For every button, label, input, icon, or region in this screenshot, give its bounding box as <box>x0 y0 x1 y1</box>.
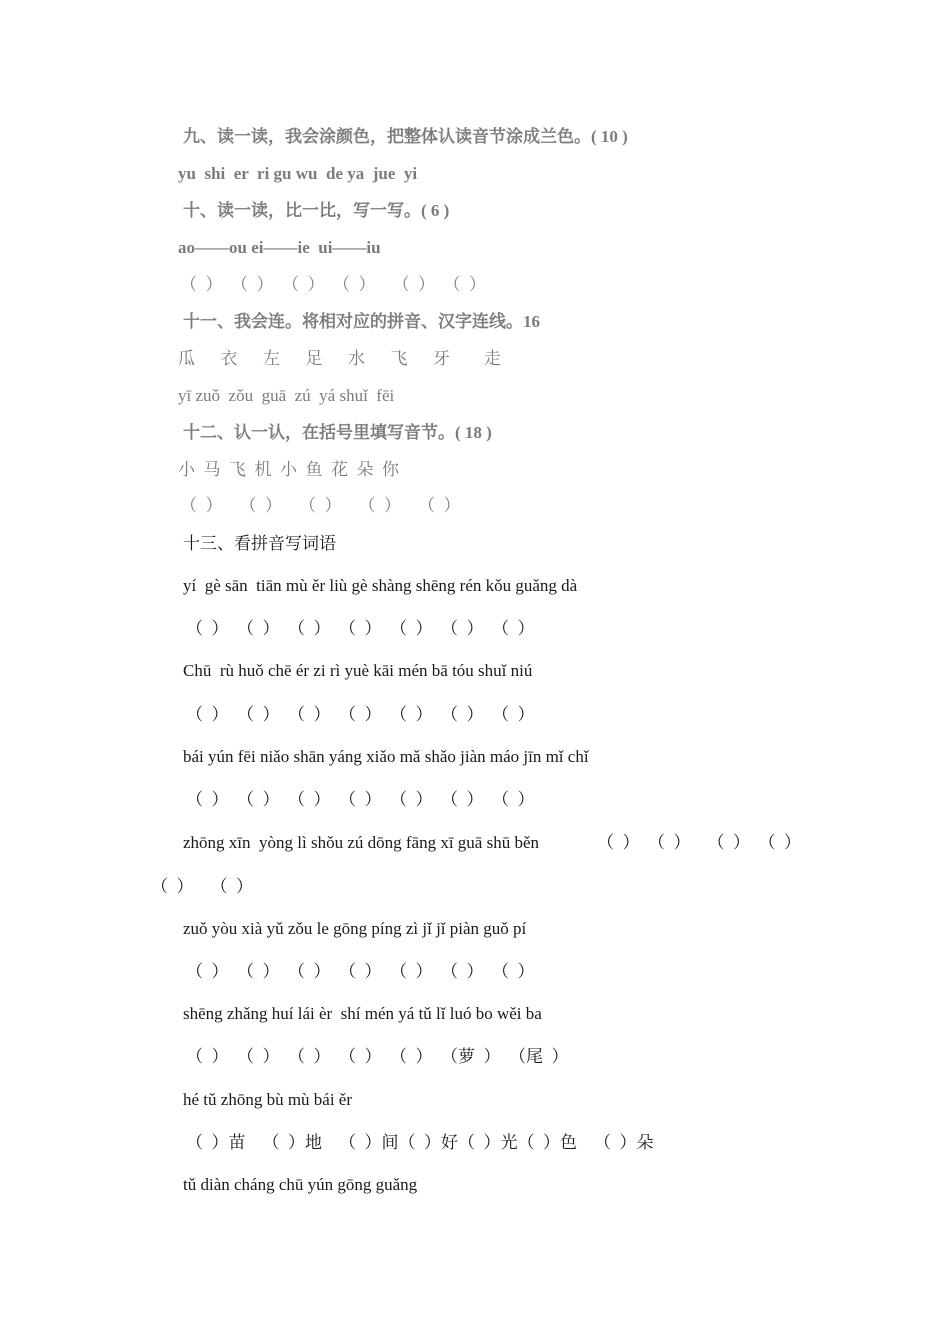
question-10-answer-brackets: （ ） （ ） （ ） （ ） （ ） （ ） <box>180 275 486 294</box>
question-12-characters: 小 马 飞 机 小 鱼 花 朵 你 <box>178 460 399 479</box>
question-12-title: 十二、认一认，在括号里填写音节。( 18 ) <box>183 423 492 442</box>
question-11-pinyin: yī zuǒ zǒu guā zú yá shuǐ fēi <box>178 386 395 405</box>
question-10-pairs: ao——ou ei——ie ui——iu <box>178 238 381 257</box>
question-13-brackets-row-7: （ ）苗 （ ）地 （ ）间（ ）好（ ）光（ ）色 （ ）朵 <box>186 1133 654 1152</box>
question-11-characters: 瓜 衣 左 足 水 飞 牙 走 <box>178 349 501 368</box>
question-13-brackets-row-5: （ ） （ ） （ ） （ ） （ ） （ ） （ ） <box>186 962 535 981</box>
question-13-pinyin-row-6: shēng zhǎng huí lái èr shí mén yá tǔ lǐ luó bo wěi ba <box>183 1004 542 1023</box>
question-13-pinyin-row-2: Chū rù huǒ chē ér zi rì yuè kāi mén bā tóu shuǐ niú <box>183 661 533 680</box>
question-13-pinyin-row-1: yí gè sān tiān mù ěr liù gè shàng shēng rén kǒu guǎng dà <box>183 576 578 595</box>
question-13-title: 十三、看拼音写词语 <box>183 534 336 553</box>
question-13-brackets-row-1: （ ） （ ） （ ） （ ） （ ） （ ） （ ） <box>186 619 535 638</box>
question-13-brackets-row-6: （ ） （ ） （ ） （ ） （ ） （萝 ） （尾 ） <box>186 1047 569 1066</box>
question-9-pinyin: yu shi er ri gu wu de ya jue yi <box>178 164 418 183</box>
question-13-pinyin-row-8: tǔ diàn cháng chū yún gōng guǎng <box>183 1175 418 1194</box>
question-10-title: 十、读一读，比一比，写一写。( 6 ) <box>183 201 450 220</box>
question-13-brackets-row-4-wrap: （ ） （ ） <box>151 877 253 896</box>
question-13-pinyin-row-7: hé tǔ zhōng bù mù bái ěr <box>183 1090 353 1109</box>
question-11-title: 十一、我会连。将相对应的拼音、汉字连线。16 <box>183 312 540 331</box>
question-13-pinyin-row-3: bái yún fēi niǎo shān yáng xiǎo mǎ shǎo jiàn máo jīn mǐ chǐ <box>183 747 589 766</box>
question-13-brackets-row-3: （ ） （ ） （ ） （ ） （ ） （ ） （ ） <box>186 790 535 809</box>
question-13-pinyin-row-4: zhōng xīn yòng lì shǒu zú dōng fāng xī guā shū běn <box>183 833 540 852</box>
question-13-pinyin-row-5: zuǒ yòu xià yǔ zǒu le gōng píng zì jǐ jǐ piàn guǒ pí <box>183 919 527 938</box>
question-13-brackets-row-4: （ ） （ ） （ ） （ ） <box>597 833 801 852</box>
question-12-answer-brackets: （ ） （ ） （ ） （ ） （ ） <box>180 496 461 515</box>
question-13-brackets-row-2: （ ） （ ） （ ） （ ） （ ） （ ） （ ） <box>186 705 535 724</box>
question-9-title: 九、读一读，我会涂颜色，把整体认读音节涂成兰色。( 10 ) <box>183 127 628 146</box>
